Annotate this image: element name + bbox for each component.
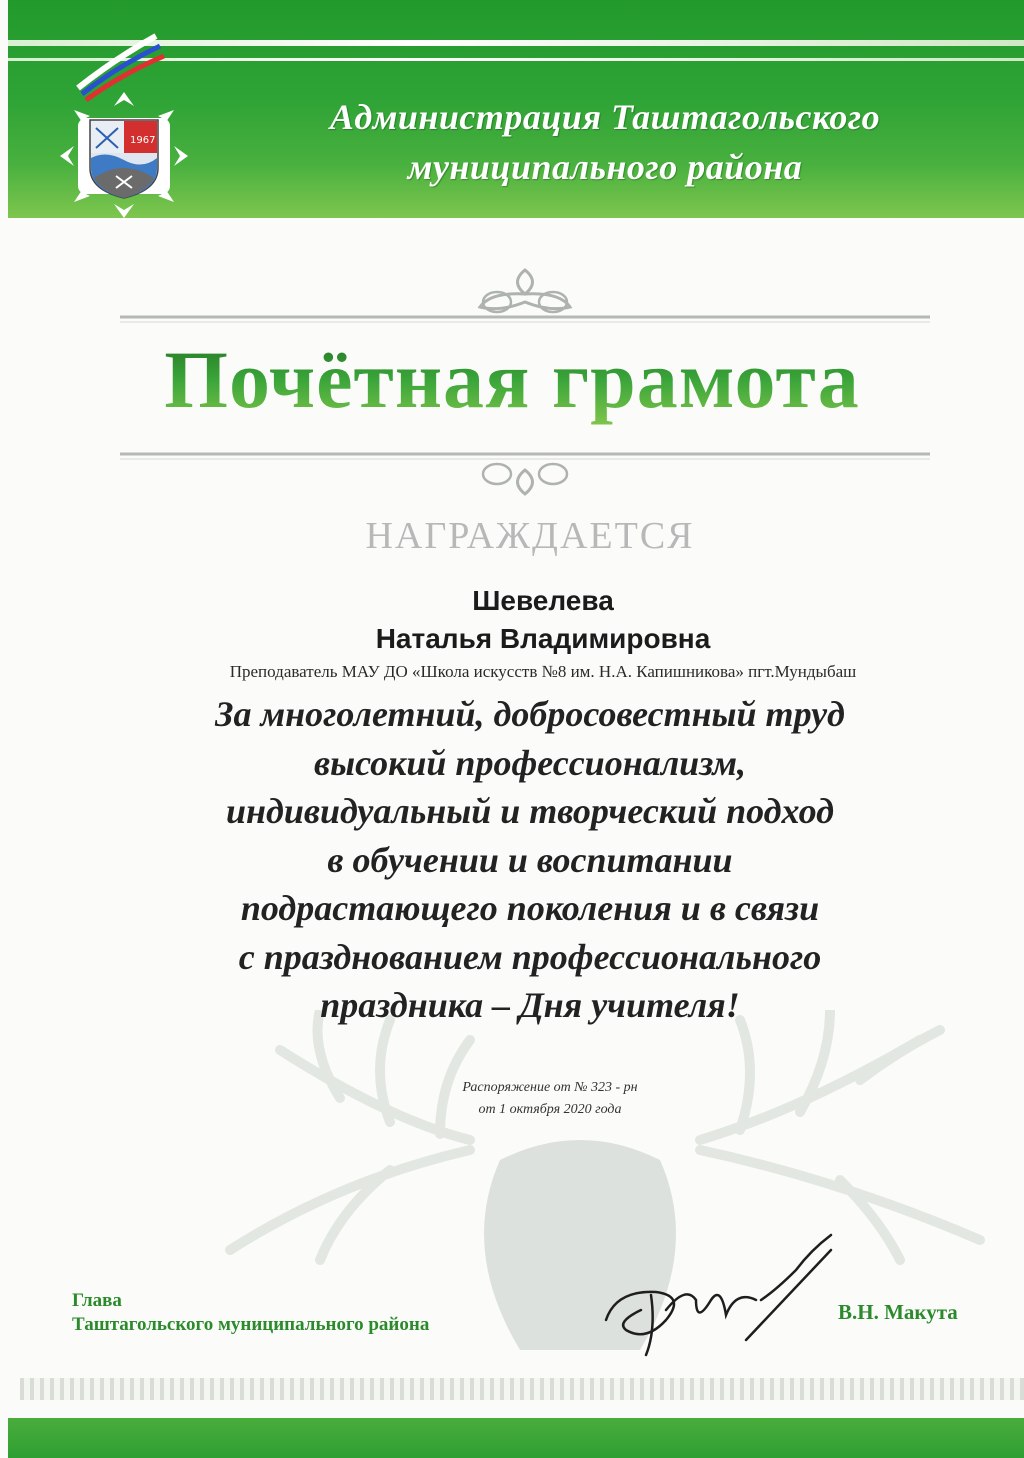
merit-line: За многолетний, добросовестный труд: [215, 694, 845, 734]
merit-line: с празднованием профессионального: [238, 936, 822, 977]
footer-ornament: [20, 1378, 1024, 1400]
issuer-title-line: муниципального района: [407, 147, 803, 187]
footer-band: [8, 1418, 1024, 1458]
recipient-position: Преподаватель МАУ ДО «Школа искусств №8 им. Н.А. Капишникова» пгт.Мундыбаш: [229, 662, 857, 681]
decree-reference: Распоряжение от № 323 - рн: [462, 1080, 638, 1095]
ornament-divider-top: [120, 262, 930, 332]
signatory-name: В.Н. Макута: [838, 1300, 958, 1324]
awarded-label: НАГРАЖДАЕТСЯ: [365, 515, 695, 557]
recipient-surname: Шевелева: [472, 585, 614, 616]
document-title: Почётная грамота: [0, 330, 1024, 430]
handwritten-signature-icon: [596, 1230, 846, 1360]
signatory-title: Глава: [72, 1290, 122, 1311]
issuer-title-line: Администрация Таштагольского: [329, 97, 881, 137]
coat-of-arms-icon: [56, 28, 192, 220]
svg-text:1967: 1967: [130, 135, 156, 146]
issuer-title: [250, 92, 960, 192]
signatory-organization: Таштагольского муниципального района: [72, 1314, 430, 1335]
merit-line: высокий профессионализм,: [314, 742, 746, 783]
merit-line: в обучении и воспитании: [327, 839, 733, 880]
ornament-divider-bottom: [120, 432, 930, 502]
merit-line: подрастающего поколения и в связи: [240, 888, 820, 928]
recipient-given-names: Наталья Владимировна: [375, 623, 711, 654]
merit-line: праздника – Дня учителя!: [320, 985, 740, 1025]
merit-line: индивидуальный и творческий подход: [226, 791, 834, 831]
merit-text: [100, 690, 960, 1030]
decree-date: от 1 октября 2020 года: [478, 1102, 622, 1117]
